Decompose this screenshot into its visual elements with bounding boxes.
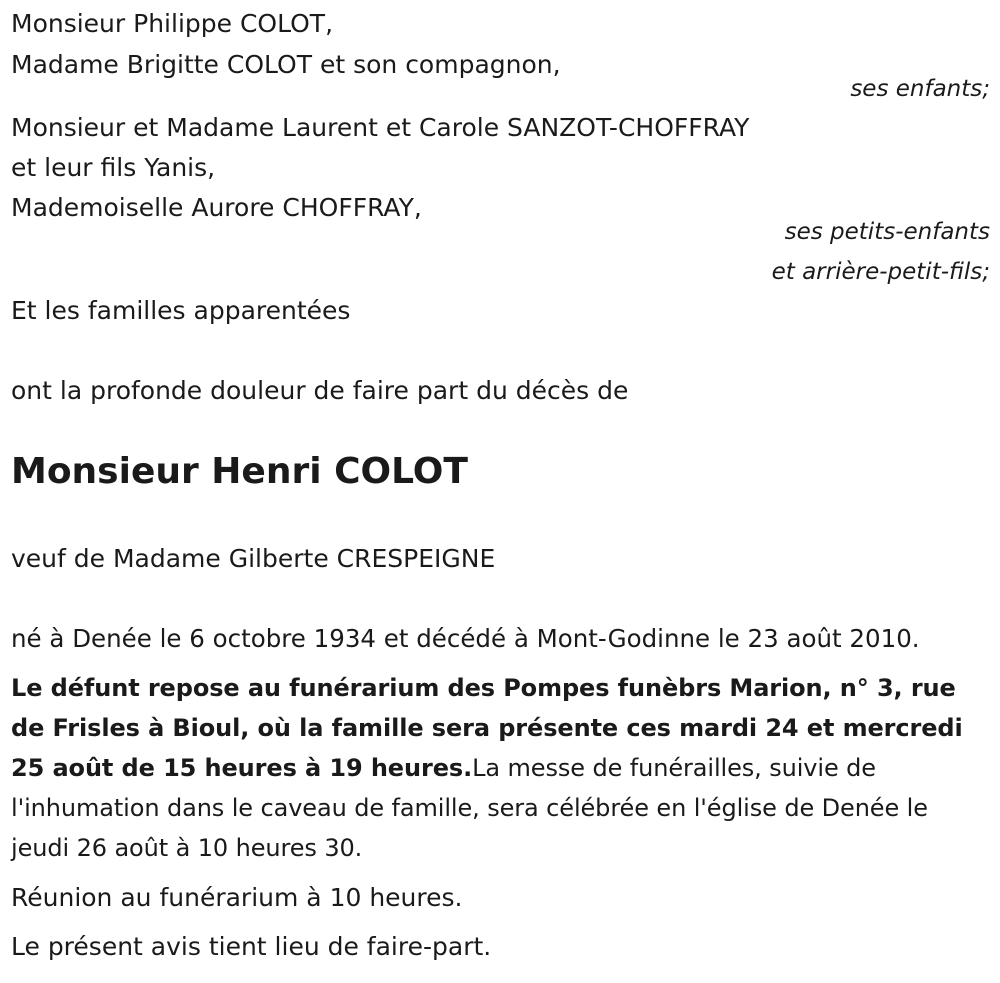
- grandchildren-role-2: et arrière-petit-fils;: [771, 259, 990, 285]
- notice-line: Le présent avis tient lieu de faire-part.: [11, 932, 492, 961]
- child-line-2: Madame Brigitte COLOT et son compagnon,: [11, 50, 561, 79]
- visitation-text: Le défunt repose au funérarium des Pompes funèbrs Marion, n° 3, rue de Frisles à Bioul, où la famille sera présente ces mardi 24 et mercredi 25 août de 15 heures à 19 heures.: [11, 674, 963, 782]
- grandchildren-role-1: ses petits-enfants: [784, 219, 990, 245]
- child-line-1: Monsieur Philippe COLOT,: [11, 9, 334, 38]
- children-role: ses enfants;: [850, 76, 990, 102]
- announcement-line: ont la profonde douleur de faire part du décès de: [11, 376, 629, 405]
- funeral-details: [11, 668, 991, 868]
- service-text: La messe de funérailles, suivie de l'inhumation dans le caveau de famille, sera célébrée en l'église de Denée le jeudi 26 août à 10 heures 30.: [11, 754, 928, 862]
- grandchild-line-2: et leur fils Yanis,: [11, 153, 216, 182]
- birth-death-line: né à Denée le 6 octobre 1934 et décédé à Mont-Godinne le 23 août 2010.: [11, 624, 920, 653]
- meeting-line: Réunion au funérarium à 10 heures.: [11, 883, 463, 912]
- widower-line: veuf de Madame Gilberte CRESPEIGNE: [11, 544, 496, 573]
- grandchild-line-1: Monsieur et Madame Laurent et Carole SANZOT-CHOFFRAY: [11, 113, 750, 142]
- deceased-name: Monsieur Henri COLOT: [11, 451, 468, 492]
- grandchild-line-3: Mademoiselle Aurore CHOFFRAY,: [11, 193, 422, 222]
- relatives-line: Et les familles apparentées: [11, 296, 351, 325]
